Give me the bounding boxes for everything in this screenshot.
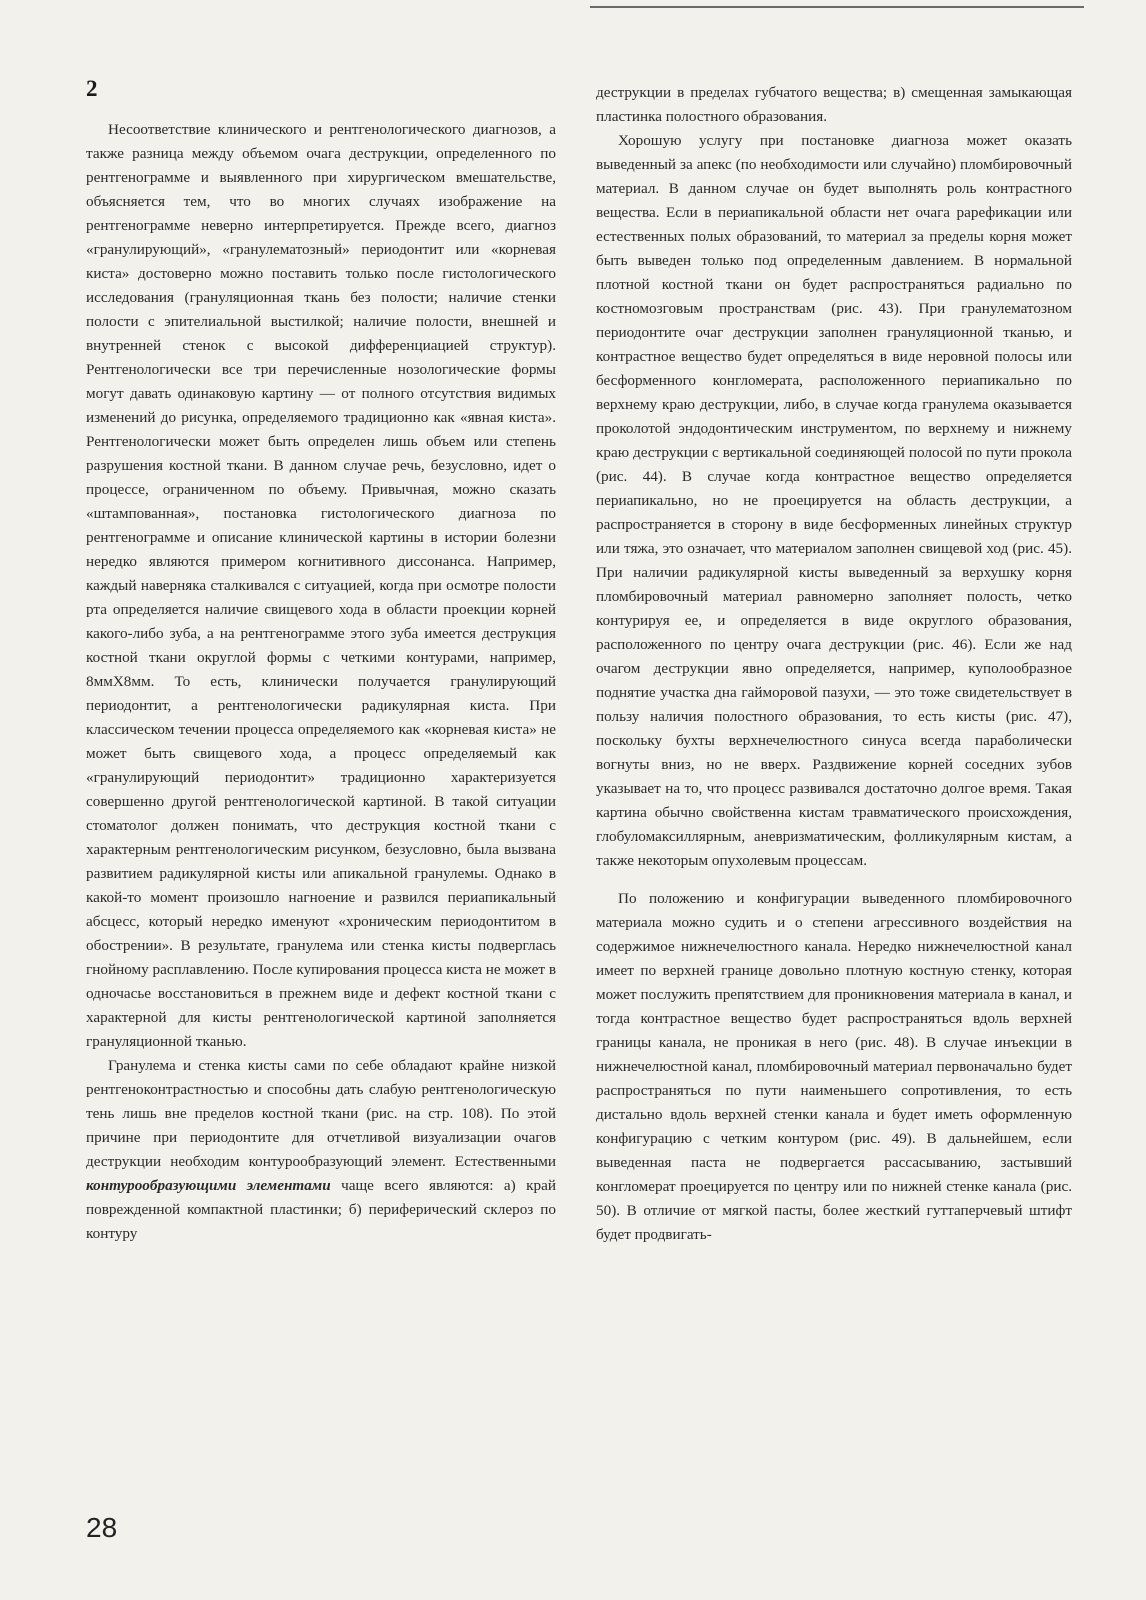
paragraph	[86, 1054, 556, 1246]
paragraph: По положению и конфигурации выведенного пломбировочного материала можно судить и о степени агрессивного воздействия на содержимое нижнечелюстного канала. Нередко нижнечелюстной канал имеет по верхней границе довольно плотную костную стенку, которая может послужить препятствием для проникновения материала в канал, и тогда контрастное вещество будет распространяться вдоль верхней границы канала, не проникая в него (рис. 48). В случае инъекции в нижнечелюстной канал, пломбировочный материал первоначально будет распространяться по пути наименьшего сопротивления, то есть дистально вдоль верхней стенки канала и будет иметь оформленную конфигурацию с четким контуром (рис. 49). В дальнейшем, если выведенная паста не подвергается рассасыванию, застывший конгломерат проецируется по центру или по нижней стенке канала (рис. 50). В отличие от мягкой пасты, более жесткий гуттаперчевый штифт будет продвигать-	[596, 890, 1072, 1243]
page-number: 28	[86, 1512, 118, 1543]
right-column	[596, 81, 1072, 1247]
left-column	[86, 118, 556, 1246]
paragraph: Хорошую услугу при постановке диагноза может оказать выведенный за апекс (по необходимости или случайно) пломбировочный материал. В данном случае он будет выполнять роль контрастного вещества. Если в периапикальной области нет очага рарефикации или естественных полых образований, то материал за пределы корня может быть выведен только под определенным давлением. В нормальной плотной костной ткани он будет распространяться радиально по костномозговым пространствам (рис. 43). При гранулематозном периодонтите очаг деструкции заполнен грануляционной тканью, и контрастное вещество будет определяться в виде неровной полосы или бесформенного конгломерата, расположенного периапикально по верхнему краю деструкции, либо, в случае когда гранулема оказывается проколотой эндодонтическим инструментом, по верхнему и нижнему краю деструкции с вертикальной соединяющей полосой по пути прокола (рис. 44). В случае когда контрастное вещество определяется периапикально, но не проецируется на область деструкции, а распространяется в сторону в виде бесформенных линейных структур или тяжа, это означает, что материалом заполнен свищевой ход (рис. 45). При наличии радикулярной кисты выведенный за верхушку корня пломбировочный материал равномерно заполняет полость, четко контурируя ее, и определяется в виде округлого образования, расположенного по центру очага деструкции (рис. 46). Если же над очагом деструкции явно определяется, например, куполообразное поднятие участка дна гайморовой пазухи, — это тоже свидетельствует в пользу наличия полостного образования, то есть кисты (рис. 47), поскольку бухты верхнечелюстного синуса всегда параболически вогнуты вниз, но не вверх. Раздвижение корней соседних зубов указывает на то, что процесс развивался достаточно долгое время. Такая картина обычно свойственна кистам травматического происхождения, глобуломаксиллярным, аневризматическим, фолликулярным кистам, а также некоторым опухолевым процессам.	[596, 132, 1072, 869]
paragraph: деструкции в пределах губчатого вещества; в) смещенная замыкающая пластинка полостного образования.	[596, 84, 1072, 125]
chapter-number: 2	[86, 76, 98, 101]
paragraph: Несоответствие клинического и рентгенологического диагнозов, а также разница между объемом очага деструкции, определенного по рентгенограмме и выявленного при хирургическом вмешательстве, объясняется тем, что во многих случаях изображение на рентгенограмме неверно интерпретируется. Прежде всего, диагноз «гранулирующий», «гранулематозный» периодонтит или «корневая киста» достоверно можно поставить только после гистологического исследования (грануляционная ткань без полости; наличие стенки полости с эпителиальной выстилкой; наличие полости, внешней и внутренней стенок с высокой дифференциацией структур). Рентгенологически все три перечисленные нозологические формы могут давать одинаковую картину — от полного отсутствия видимых изменений до рисунка, определяемого традиционно как «явная киста». Рентгенологически может быть определен лишь объем или степень разрушения костной ткани. В данном случае речь, безусловно, идет о процессе, ограниченном по объему. Привычная, можно сказать «штампованная», постановка гистологического диагноза по рентгенограмме и описание клинической картины в истории болезни нередко являются примером когнитивного диссонанса. Например, каждый наверняка сталкивался с ситуацией, когда при осмотре полости рта определяется наличие свищевого хода в области проекции корней какого-либо зуба, а на рентгенограмме этого зуба имеется деструкция костной ткани округлой формы с четкими контурами, например, 8ммX8мм. То есть, клинически получается гранулирующий периодонтит, а рентгенологически радикулярная киста. При классическом течении процесса определяемого как «корневая киста» не может быть свищевого хода, а процесс определяемый как «гранулирующий периодонтит» традиционно характеризуется совершенно другой рентгенологической картиной. В такой ситуации стоматолог должен понимать, что деструкция костной ткани с характерным рентгенологическим рисунком, безусловно, была вызвана развитием радикулярной кисты или апикальной гранулемы. Однако в какой-то момент произошло нагноение и развился периапикальный абсцесс, который нередко именуют «хроническим периодонтитом в обострении». В результате, гранулема или стенка кисты подверглась гнойному расплавлению. После купирования процесса киста не может в одночасье восстановиться в прежнем виде и дефект костной ткани с характерной для кисты рентгенологической картиной заполняется грануляционной тканью.	[86, 121, 556, 1050]
paragraph-text: Гранулема и стенка кисты сами по себе обладают крайне низкой рентгеноконтрастностью и способны дать слабую рентгенологическую тень лишь вне пределов костной ткани (рис. на стр. 108). По этой причине при периодонтите для отчетливой визуализации очагов деструкции необходим контурообразующий элемент. Естественными	[86, 1057, 556, 1170]
paragraph-text: чаще всего являются: а) край поврежденной компактной пластинки; б) периферический склероз по контуру	[86, 1177, 556, 1242]
emphasis-term: контурообразующими элементами	[86, 1177, 331, 1194]
top-rule	[590, 6, 1084, 8]
